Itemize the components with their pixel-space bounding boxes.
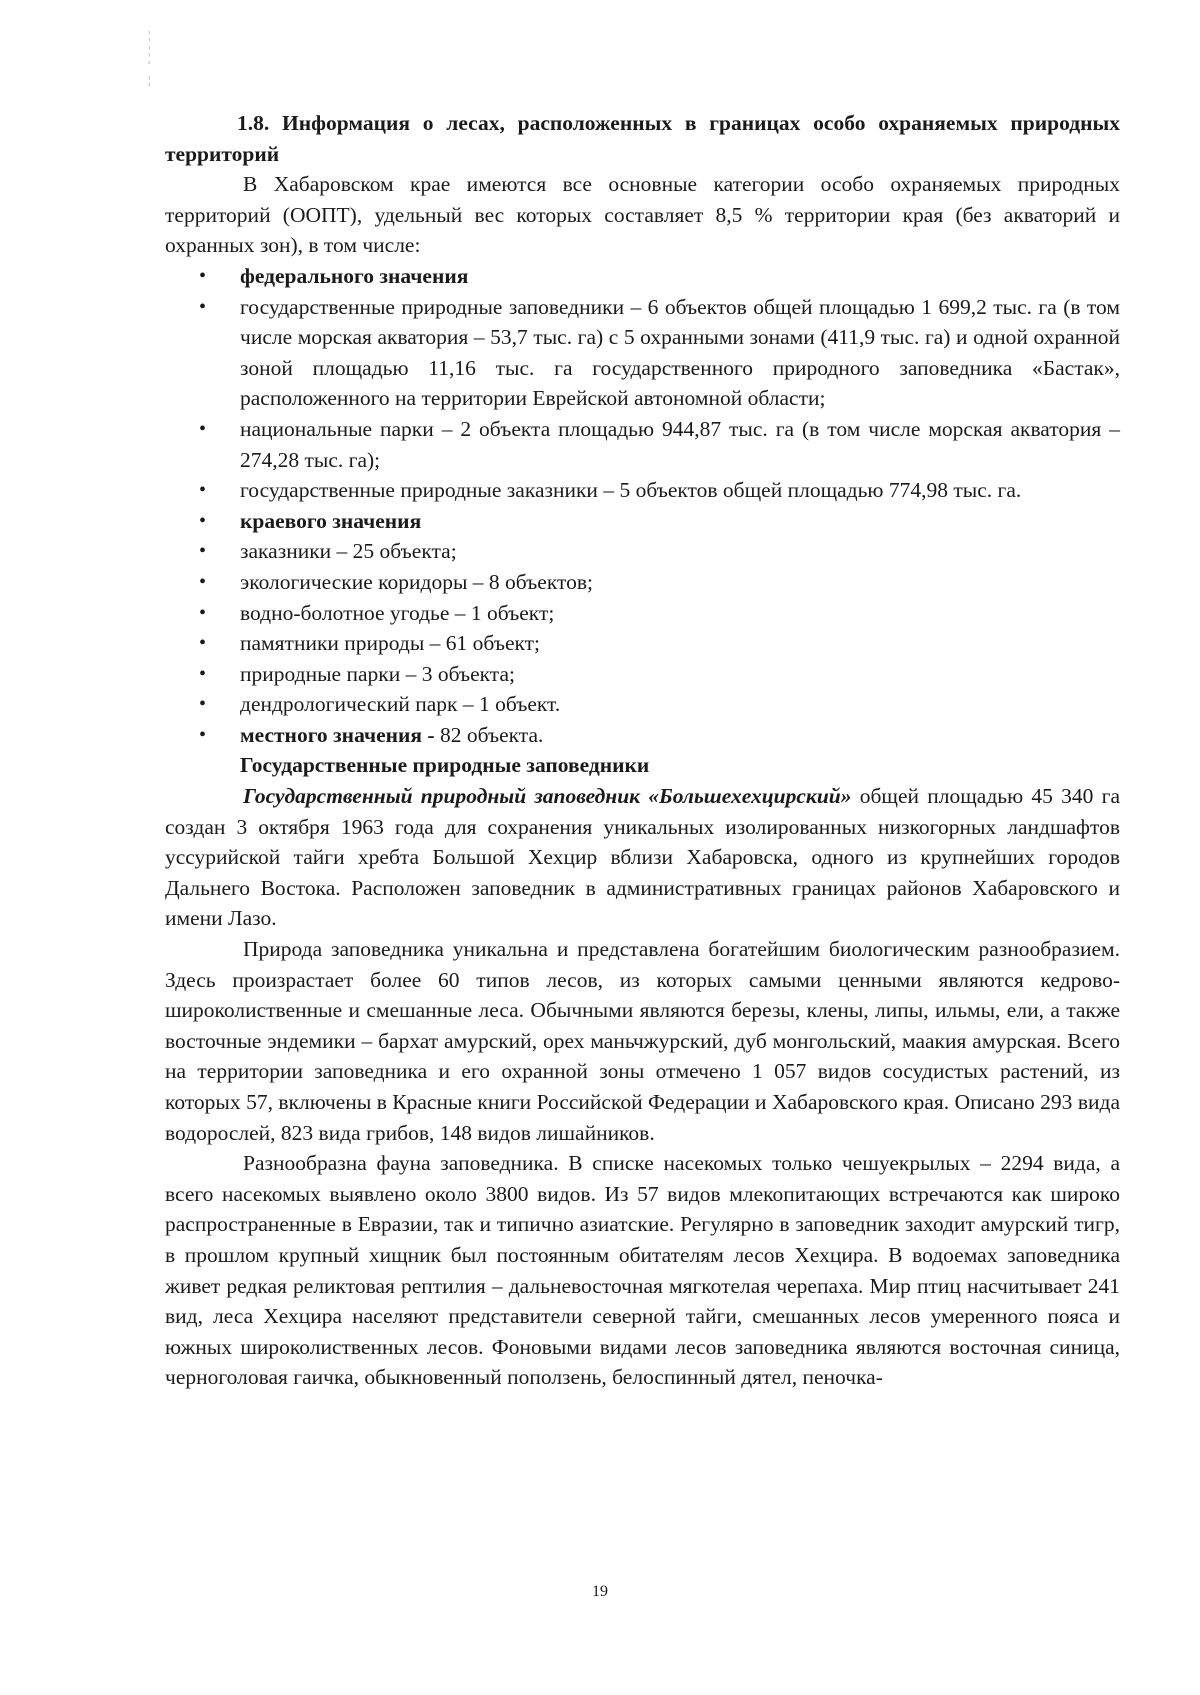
intro-paragraph: В Хабаровском крае имеются все основные категории особо охраняемых природных территорий (ООПТ), удельный вес которых составляет 8,5 % территории края (без акваторий и охранных зон), в том числе: bbox=[165, 172, 1120, 258]
list-item bbox=[165, 689, 1120, 720]
list-item bbox=[165, 414, 1120, 475]
bullet-icon: • bbox=[199, 479, 207, 502]
list-item bbox=[165, 292, 1120, 414]
local-title: местного значения - bbox=[240, 722, 435, 747]
regional-item: заказники – 25 объекта; bbox=[240, 539, 457, 564]
subheading: Государственные природные заповедники bbox=[240, 753, 650, 778]
regional-item: водно-болотное угодье – 1 объект; bbox=[240, 600, 555, 625]
local-count: 82 объекта. bbox=[434, 722, 544, 747]
bullet-icon: • bbox=[199, 264, 207, 287]
bullet-icon: • bbox=[199, 509, 207, 532]
regional-title: краевого значения bbox=[240, 508, 422, 533]
list-item bbox=[165, 475, 1120, 506]
bullet-icon: • bbox=[199, 601, 207, 624]
federal-item: государственные природные заповедники – 6 объектов общей площадью 1 699,2 тыс. га (в том числе морская акватория – 53,7 тыс. га) с 5 охранными зонами (411,9 тыс. га) и одной охранной зоной площадью 11,16 тыс. га государственного природного заповедника «Бастак», расположенного на территории Еврейской автономной области; bbox=[240, 294, 1120, 411]
reserve-paragraph-1 bbox=[165, 781, 1120, 934]
category-list bbox=[165, 261, 1120, 751]
bullet-icon: • bbox=[199, 632, 207, 655]
list-item-federal-title bbox=[165, 261, 1120, 292]
reserve-name: Государственный природный заповедник «Большехехцирский» bbox=[243, 784, 852, 809]
bullet-icon: • bbox=[199, 417, 207, 440]
document-page bbox=[165, 108, 1120, 1393]
regional-item: природные парки – 3 объекта; bbox=[240, 661, 515, 686]
federal-item: национальные парки – 2 объекта площадью 944,87 тыс. га (в том числе морская акватория – 274,28 тыс. га); bbox=[240, 416, 1120, 472]
reserve-paragraph-3: Разнообразна фауна заповедника. В списке насекомых только чешуекрылых – 2294 вида, а всего насекомых выявлено около 3800 видов. Из 57 видов млекопитающих встречаются как широко распространенные в Евразии, так и типично азиатские. Регулярно в заповедник заходит амурский тигр, в прошлом крупный хищник был постоянным обитателям лесов Хехцира. В водоемах заповедника живет редкая реликтовая рептилия – дальневосточная мягкотелая черепаха. Мир птиц насчитывает 241 вид, леса Хехцира населяют представители северной тайги, смешанных лесов умеренного пояса и южных широколиственных лесов. Фоновыми видами лесов заповедника являются восточная синица, черноголовая гаичка, обыкновенный поползень, белоспинный дятел, пеночка- bbox=[165, 1151, 1120, 1390]
list-item bbox=[165, 628, 1120, 659]
reserve-paragraph-2: Природа заповедника уникальна и представлена богатейшим биологическим разнообразием. Здесь произрастает более 60 типов лесов, из которых самыми ценными являются кедрово-широколиственные и смешанные леса. Обычными являются березы, клены, липы, ильмы, ели, а также восточные эндемики – бархат амурский, орех маньчжурский, дуб монгольский, маакия амурская. Всего на территории заповедника и его охранной зоны отмечено 1 057 видов сосудистых растений, из которых 57, включены в Красные книги Российской Федерации и Хабаровского края. Описано 293 вида водорослей, 823 вида грибов, 148 видов лишайников. bbox=[165, 937, 1120, 1145]
list-item bbox=[165, 598, 1120, 629]
federal-title: федерального значения bbox=[240, 263, 469, 288]
scan-margin-mark: ¦ ¦ ' ¦ bbox=[148, 28, 151, 87]
list-item-regional-title bbox=[165, 506, 1120, 537]
page-number: 19 bbox=[592, 1583, 608, 1600]
list-item bbox=[165, 536, 1120, 567]
federal-item: государственные природные заказники – 5 объектов общей площадью 774,98 тыс. га. bbox=[240, 478, 1022, 503]
bullet-icon: • bbox=[199, 540, 207, 563]
section-heading bbox=[165, 108, 1120, 169]
regional-item: дендрологический парк – 1 объект. bbox=[240, 692, 561, 717]
section-number: 1.8. bbox=[237, 111, 270, 135]
regional-item: памятники природы – 61 объект; bbox=[240, 631, 541, 656]
list-item bbox=[165, 567, 1120, 598]
list-item bbox=[165, 659, 1120, 690]
bullet-icon: • bbox=[199, 693, 207, 716]
bullet-icon: • bbox=[199, 723, 207, 746]
list-item-local bbox=[165, 720, 1120, 751]
section-title: Информация о лесах, расположенных в границах особо охраняемых природных территорий bbox=[165, 111, 1121, 166]
regional-item: экологические коридоры – 8 объектов; bbox=[240, 569, 593, 594]
bullet-icon: • bbox=[199, 295, 207, 318]
reserve-paragraph-1-text: общей площадью 45 340 га создан 3 октября 1963 года для сохранения уникальных изолированных низкогорных ландшафтов уссурийской тайги хребта Большой Хехцир вблизи Хабаровска, одного из крупнейших городов Дальнего Востока. Расположен заповедник в административных границах районов Хабаровского и имени Лазо. bbox=[165, 784, 1120, 931]
bullet-icon: • bbox=[199, 662, 207, 685]
bullet-icon: • bbox=[199, 570, 207, 593]
